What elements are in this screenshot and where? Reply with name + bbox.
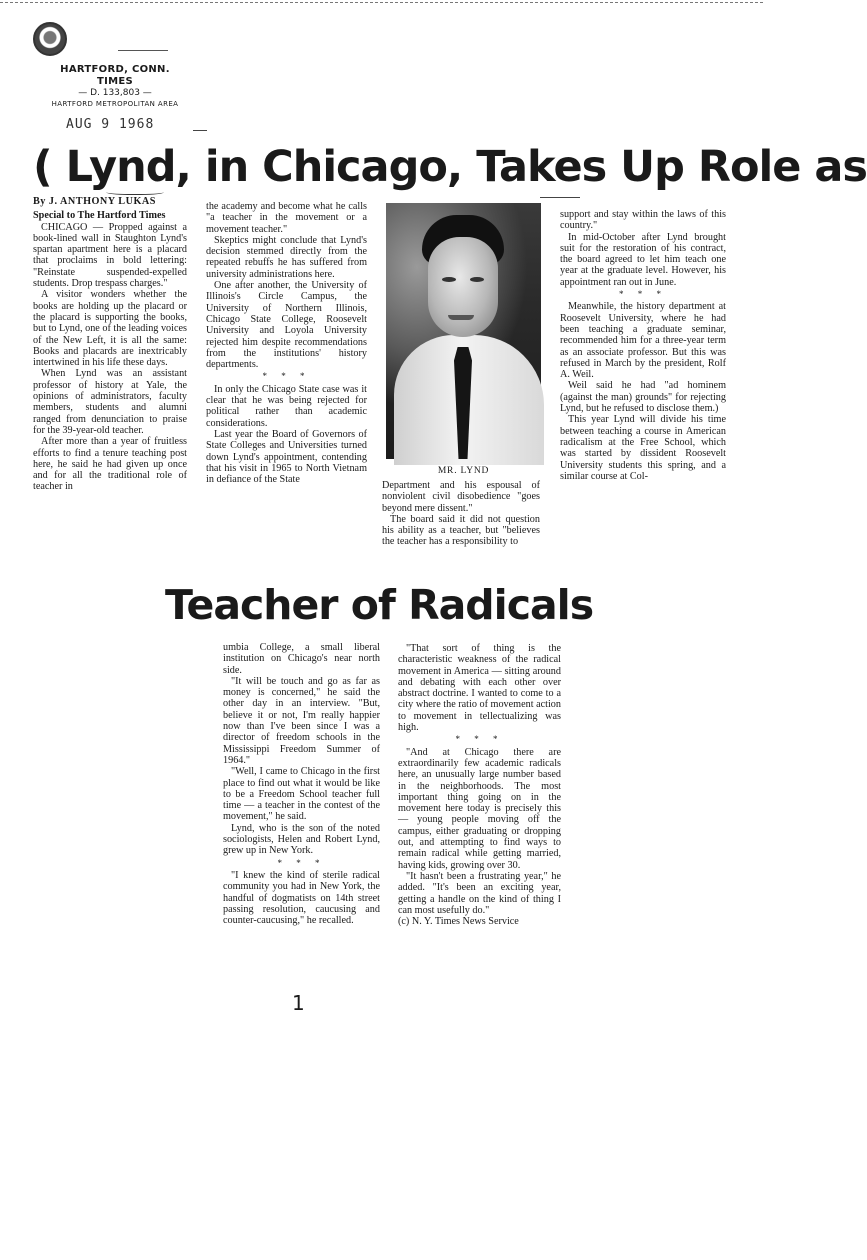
article-column-1 xyxy=(33,196,187,493)
headline-second: Teacher of Radicals xyxy=(165,581,594,629)
paragraph: support and stay within the laws of this country." xyxy=(560,209,726,232)
byline: By J. ANTHONY LUKAS xyxy=(33,196,156,207)
article-column-5 xyxy=(223,642,380,926)
article-column-3 xyxy=(382,480,540,548)
masthead xyxy=(40,64,190,109)
article-column-4 xyxy=(560,209,726,482)
newspaper-seal-icon xyxy=(33,22,67,56)
paragraph: One after another, the University of Illinois's Circle Campus, the University of Northern Illinois, Chicago State College, Roosevelt University and Loyola University rejected him despite recommendations from the institutions' history departments. xyxy=(206,280,367,371)
paragraph: the academy and become what he calls "a teacher in the movement or a movement teacher." xyxy=(206,201,367,235)
paragraph: umbia College, a small liberal institution on Chicago's near north side. xyxy=(223,642,380,676)
section-break: * * * xyxy=(262,371,311,382)
paragraph: "It hasn't been a frustrating year," he added. "It's been an exciting year, getting a handle on the kind of thing I can most usefully do." xyxy=(398,870,561,916)
special-line: Special to The Hartford Times xyxy=(33,210,166,222)
section-break: * * * xyxy=(619,289,667,300)
paper-subname: TIMES xyxy=(96,76,134,87)
paragraph: The board said it did not question his ability as a teacher, but "believes the teacher has a responsibility to xyxy=(382,513,540,548)
paragraph: "It will be touch and go as far as money is concerned," he said the other day in an interview. "But, believe it or not, I'm really happier now than I've been since I was a director of freedom schools in the Mississippi Freedom Summer of 1964." xyxy=(223,675,380,766)
photo-caption-text: Department and his espousal of nonviolent civil disobedience "goes beyond mere dissent." xyxy=(382,480,540,514)
paragraph: In mid-October after Lynd brought suit for the restoration of his contract, the board agreed to let him teach one year at the graduate level. However, his appointment ran out in June. xyxy=(560,231,726,288)
paragraph: After more than a year of fruitless efforts to find a tenure teaching post here, he said he had given up once and for all the traditional role of teacher in xyxy=(33,436,187,493)
wire-credit: (c) N. Y. Times News Service xyxy=(398,916,519,928)
portrait-photo xyxy=(386,203,541,459)
date-stamp: AUG 9 1968 xyxy=(66,117,155,132)
section-break: * * * xyxy=(455,734,504,745)
paragraph: This year Lynd will divide his time between teaching a course in American radicalism at the Free School, which was started by dissident Roosevelt University students this spring, and a similar course at Col- xyxy=(560,414,726,482)
paragraph: "I knew the kind of sterile radical community you had in New York, the handful of dogmatists on 14th street passing resolution, caucusing and counter-caucusing," he recalled. xyxy=(223,869,380,927)
headline-underline-mark xyxy=(106,188,164,195)
tick-mark xyxy=(193,130,207,131)
article-column-2 xyxy=(206,201,367,485)
photo-caption-title: MR. LYND xyxy=(437,466,490,476)
paragraph: CHICAGO — Propped against a book-lined wall in Staughton Lynd's spartan apartment here is a placard that proclaims in bold lettering: "Reinstate suspended-expelled students. Drop trespass charges." xyxy=(33,221,187,290)
paragraph: Skeptics might conclude that Lynd's decision stemmed directly from the repeated rebuffs he has suffered from university administrations here. xyxy=(206,234,367,280)
metro-area: HARTFORD METROPOLITAN AREA xyxy=(51,100,179,108)
paper-name: HARTFORD, CONN. xyxy=(60,64,170,75)
paragraph: A visitor wonders whether the books are holding up the placard or the placard is supporting the books, but to Lynd, one of the leading voices of the New Left, it is all the same: Books and placards are inextricably intertwined in his life these days. xyxy=(33,289,187,369)
paragraph: "That sort of thing is the characteristic weakness of the radical movement in America — sitting around and debating with each other over abstract doctrine. I wanted to come to a city where the ratio of movement action to movement in tellectualizing was high. xyxy=(398,643,561,734)
paragraph: "Well, I came to Chicago in the first place to find out what it would be like to be a Freedom School teacher full time — a teacher in the contest of the movement," he said. xyxy=(223,766,380,823)
top-border-line xyxy=(0,2,763,3)
article-column-6 xyxy=(398,643,561,927)
paragraph: Weil said he had "ad hominem (against the man) grounds" for rejecting Lynd, but he refused to disclose them.) xyxy=(560,380,726,415)
paragraph: Last year the Board of Governors of State Colleges and Universities turned down Lynd's appointment, contending that his visit in 1965 to North Vietnam in defiance of the State xyxy=(206,428,367,486)
headline-main: ( Lynd, in Chicago, Takes Up Role as xyxy=(33,142,867,192)
section-break: * * * xyxy=(277,857,326,868)
circulation: — D. 133,803 — xyxy=(78,88,152,98)
handwritten-mark xyxy=(118,46,168,51)
paragraph: When Lynd was an assistant professor of history at Yale, the opinions of administrators, faculty members, students and alumni ranged from denunciation to praise for the 39-year-old teacher. xyxy=(33,368,187,436)
paragraph: In only the Chicago State case was it clear that he was being rejected for political rather than academic considerations. xyxy=(206,383,367,429)
handwritten-page-mark: 1 xyxy=(292,991,305,1015)
paragraph: Lynd, who is the son of the noted sociologists, Helen and Robert Lynd, grew up in New York. xyxy=(223,822,380,857)
paragraph: "And at Chicago there are extraordinarily few academic radicals here, an unusually large number based in the neighborhoods. The most important thing going on in the movement here today is precisely this — young people moving off the campus, either graduating or dropping out, and attempting to find ways to remain radical while getting married, having kids, growing over 30. xyxy=(398,746,561,871)
paragraph: Meanwhile, the history department at Roosevelt University, where he had been teaching a graduate seminar, recommended him for a three-year term as an associate professor. But this was refused in March by the president, Rolf A. Weil. xyxy=(560,301,726,381)
corner-mark xyxy=(540,197,580,198)
